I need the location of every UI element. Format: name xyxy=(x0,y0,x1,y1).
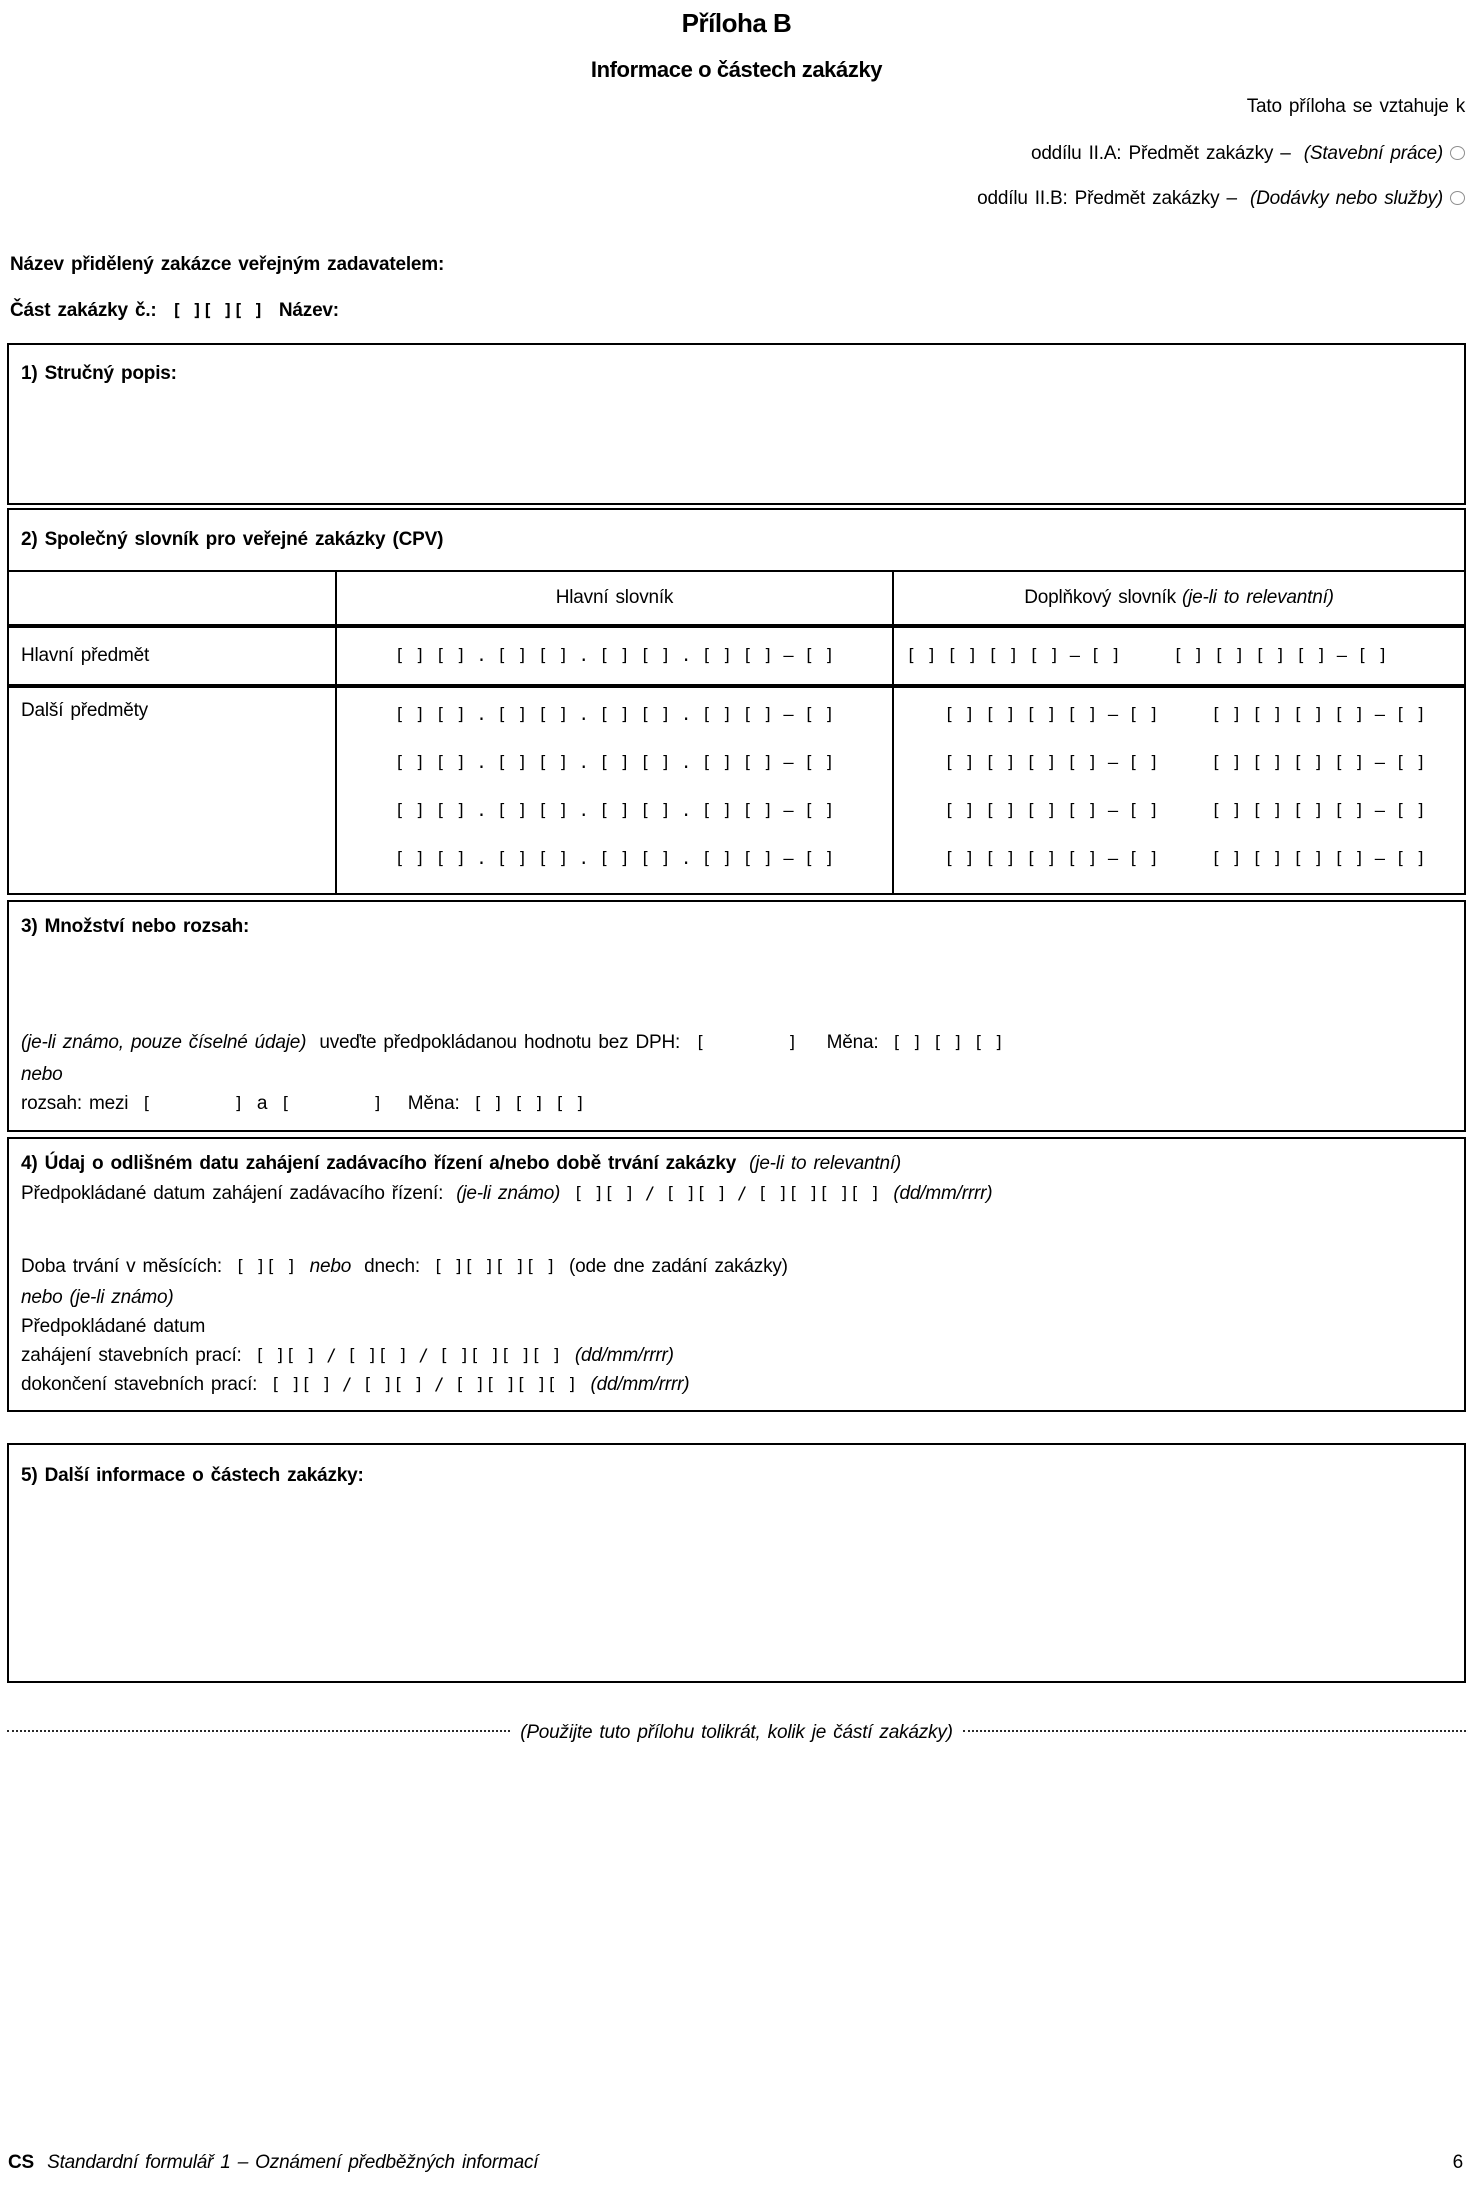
cpv-header-empty-cell xyxy=(9,572,335,624)
range-from-field: [ ] xyxy=(141,1094,244,1114)
dates-heading-line xyxy=(21,1153,901,1175)
procedure-start-line xyxy=(21,1183,992,1205)
page-title: Příloha B xyxy=(681,8,792,38)
lot-name-label: Název: xyxy=(278,300,339,321)
works-start-line xyxy=(21,1345,674,1367)
contract-title-label: Název přidělený zakázce veřejným zadavatelem: xyxy=(10,254,445,275)
repeat-note: (Použijte tuto přílohu tolikrát, kolik je částí zakázky) xyxy=(520,1722,953,1743)
works-end-date-field: [ ][ ] / [ ][ ] / [ ][ ][ ][ ] xyxy=(270,1375,578,1395)
cpv-supp-code-field: [ ] [ ] [ ] [ ] – [ ] xyxy=(906,646,1121,666)
cpv-supp-code-field: [ ] [ ] [ ] [ ] – [ ] xyxy=(1211,705,1426,725)
cpv-supp-code-line xyxy=(932,835,1426,883)
cpv-supp-code-line xyxy=(932,691,1426,739)
lot-number-line xyxy=(10,300,339,322)
duration-days-field: [ ][ ][ ][ ] xyxy=(433,1257,556,1277)
cpv-main-vocab-header: Hlavní slovník xyxy=(335,572,892,624)
cpv-supp-code-field: [ ] [ ] [ ] [ ] – [ ] xyxy=(1211,801,1426,821)
duration-line xyxy=(21,1256,788,1278)
estimated-value-line xyxy=(21,1032,1004,1054)
range-line xyxy=(21,1093,585,1115)
cpv-header-row xyxy=(9,572,1464,628)
footer-form-name: Standardní formulář 1 – Oznámení předběžných informací xyxy=(47,2152,539,2173)
cpv-additional-main-codes xyxy=(335,688,892,893)
works-end-label: dokončení stavebních prací: xyxy=(21,1374,258,1395)
cpv-supp-code-field: [ ] [ ] [ ] [ ] – [ ] xyxy=(1211,849,1426,869)
duration-or-label: nebo xyxy=(309,1256,352,1277)
date-format-hint: (dd/mm/rrrr) xyxy=(574,1345,674,1366)
range-to-field: [ ] xyxy=(280,1094,383,1114)
quantity-heading: 3) Množství nebo rozsah: xyxy=(21,916,250,937)
cpv-additional-supp-codes xyxy=(892,688,1464,893)
cpv-main-object-row xyxy=(9,628,1464,688)
estimated-value-field: [ ] xyxy=(695,1033,798,1053)
supplies-services-radio-icon[interactable] xyxy=(1450,191,1465,205)
section-iib-label: oddílu II.B: Předmět zakázky – xyxy=(977,188,1237,209)
dotted-line xyxy=(963,1730,1466,1732)
page-subtitle: Informace o částech zakázky xyxy=(590,57,883,82)
footer-language-code: CS xyxy=(8,2152,34,2173)
footer-page-number: 6 xyxy=(1452,2152,1463,2173)
section-additional-info xyxy=(7,1443,1466,1683)
duration-months-label: Doba trvání v měsících: xyxy=(21,1256,222,1277)
dotted-line xyxy=(7,1730,510,1732)
currency-field: [ ] [ ] [ ] xyxy=(472,1094,586,1114)
section-iib-option xyxy=(977,188,1465,210)
cpv-supp-code-field: [ ] [ ] [ ] [ ] – [ ] xyxy=(944,705,1159,725)
cpv-supp-vocab-qualifier: (je-li to relevantní) xyxy=(1181,587,1334,608)
works-start-label: zahájení stavebních prací: xyxy=(21,1345,242,1366)
cpv-main-code-field: [ ] [ ] . [ ] [ ] . [ ] [ ] . [ ] [ ] – [ ] xyxy=(394,849,835,869)
duration-days-suffix: (ode dne zadání zakázky) xyxy=(569,1256,788,1277)
cpv-main-code-field: [ ] [ ] . [ ] [ ] . [ ] [ ] . [ ] [ ] – [ ] xyxy=(394,705,835,725)
estimate-text: uveďte předpokládanou hodnotu bez DPH: xyxy=(319,1032,681,1053)
section-quantity-scope xyxy=(7,900,1466,1132)
cpv-heading: 2) Společný slovník pro veřejné zakázky (CPV) xyxy=(21,529,444,550)
cpv-supp-code-field: [ ] [ ] [ ] [ ] – [ ] xyxy=(944,801,1159,821)
cpv-main-code-field: [ ] [ ] . [ ] [ ] . [ ] [ ] . [ ] [ ] – [ ] xyxy=(394,801,835,821)
cpv-main-supp-fields xyxy=(892,628,1464,684)
cpv-supp-code-field: [ ] [ ] [ ] [ ] – [ ] xyxy=(944,753,1159,773)
cpv-supp-vocab-label: Doplňkový slovník xyxy=(1024,587,1176,608)
section-iib-qualifier: (Dodávky nebo služby) xyxy=(1249,188,1443,209)
date-format-hint: (dd/mm/rrrr) xyxy=(893,1183,993,1204)
range-and-label: a xyxy=(256,1093,268,1114)
additional-info-heading: 5) Další informace o částech zakázky: xyxy=(21,1465,364,1486)
procedure-start-label: Předpokládané datum zahájení zadávacího řízení: xyxy=(21,1183,444,1204)
cpv-additional-objects-row xyxy=(9,688,1464,893)
section-brief-description xyxy=(7,343,1466,505)
planned-date-label: Předpokládané datum xyxy=(21,1316,206,1337)
duration-months-field: [ ][ ] xyxy=(235,1257,297,1277)
currency-label: Měna: xyxy=(826,1032,879,1053)
duration-days-label: dnech: xyxy=(364,1256,421,1277)
lot-number-label: Část zakázky č.: xyxy=(10,300,157,321)
or-label: nebo xyxy=(21,1064,63,1085)
section-cpv xyxy=(7,508,1466,895)
footer-form-id xyxy=(8,2152,538,2174)
cpv-supp-code-field: [ ] [ ] [ ] [ ] – [ ] xyxy=(1211,753,1426,773)
estimate-qualifier: (je-li známo, pouze číselné údaje) xyxy=(21,1032,307,1053)
or-known-label: nebo (je-li známo) xyxy=(21,1287,174,1308)
cpv-main-code-field: [ ] [ ] . [ ] [ ] . [ ] [ ] . [ ] [ ] – [ ] xyxy=(335,628,892,684)
cpv-supp-code-field: [ ] [ ] [ ] [ ] – [ ] xyxy=(944,849,1159,869)
dates-heading: 4) Údaj o odlišném datu zahájení zadávacího řízení a/nebo době trvání zakázky xyxy=(21,1153,737,1174)
section-iia-option xyxy=(1031,143,1465,165)
section-iia-label: oddílu II.A: Předmět zakázky – xyxy=(1030,143,1291,164)
currency-label: Měna: xyxy=(407,1093,460,1114)
range-label: rozsah: mezi xyxy=(21,1093,129,1114)
procedure-start-date-field: [ ][ ] / [ ][ ] / [ ][ ][ ][ ] xyxy=(573,1184,881,1204)
dates-heading-qualifier: (je-li to relevantní) xyxy=(749,1153,902,1174)
applies-to-label: Tato příloha se vztahuje k xyxy=(1246,96,1465,117)
cpv-main-code-field: [ ] [ ] . [ ] [ ] . [ ] [ ] . [ ] [ ] – [ ] xyxy=(394,753,835,773)
cpv-supp-vocab-header xyxy=(892,572,1464,624)
repeat-note-row xyxy=(7,1722,1466,1744)
cpv-main-object-label: Hlavní předmět xyxy=(21,645,150,666)
cpv-table xyxy=(9,570,1464,893)
currency-field: [ ] [ ] [ ] xyxy=(891,1033,1005,1053)
cpv-supp-code-line xyxy=(932,739,1426,787)
cpv-supp-code-line xyxy=(932,787,1426,835)
date-format-hint: (dd/mm/rrrr) xyxy=(590,1374,690,1395)
works-start-date-field: [ ][ ] / [ ][ ] / [ ][ ][ ][ ] xyxy=(254,1346,562,1366)
cpv-supp-code-field: [ ] [ ] [ ] [ ] – [ ] xyxy=(1172,646,1388,666)
works-end-line xyxy=(21,1374,689,1396)
procedure-start-qualifier: (je-li známo) xyxy=(456,1183,561,1204)
lot-number-field: [ ][ ][ ] xyxy=(171,301,264,321)
page-footer xyxy=(8,2152,1463,2174)
brief-description-heading: 1) Stručný popis: xyxy=(21,363,177,384)
cpv-additional-objects-label: Další předměty xyxy=(21,700,148,721)
section-iia-qualifier: (Stavební práce) xyxy=(1303,143,1443,164)
section-dates-duration xyxy=(7,1137,1466,1412)
works-radio-icon[interactable] xyxy=(1450,146,1465,160)
